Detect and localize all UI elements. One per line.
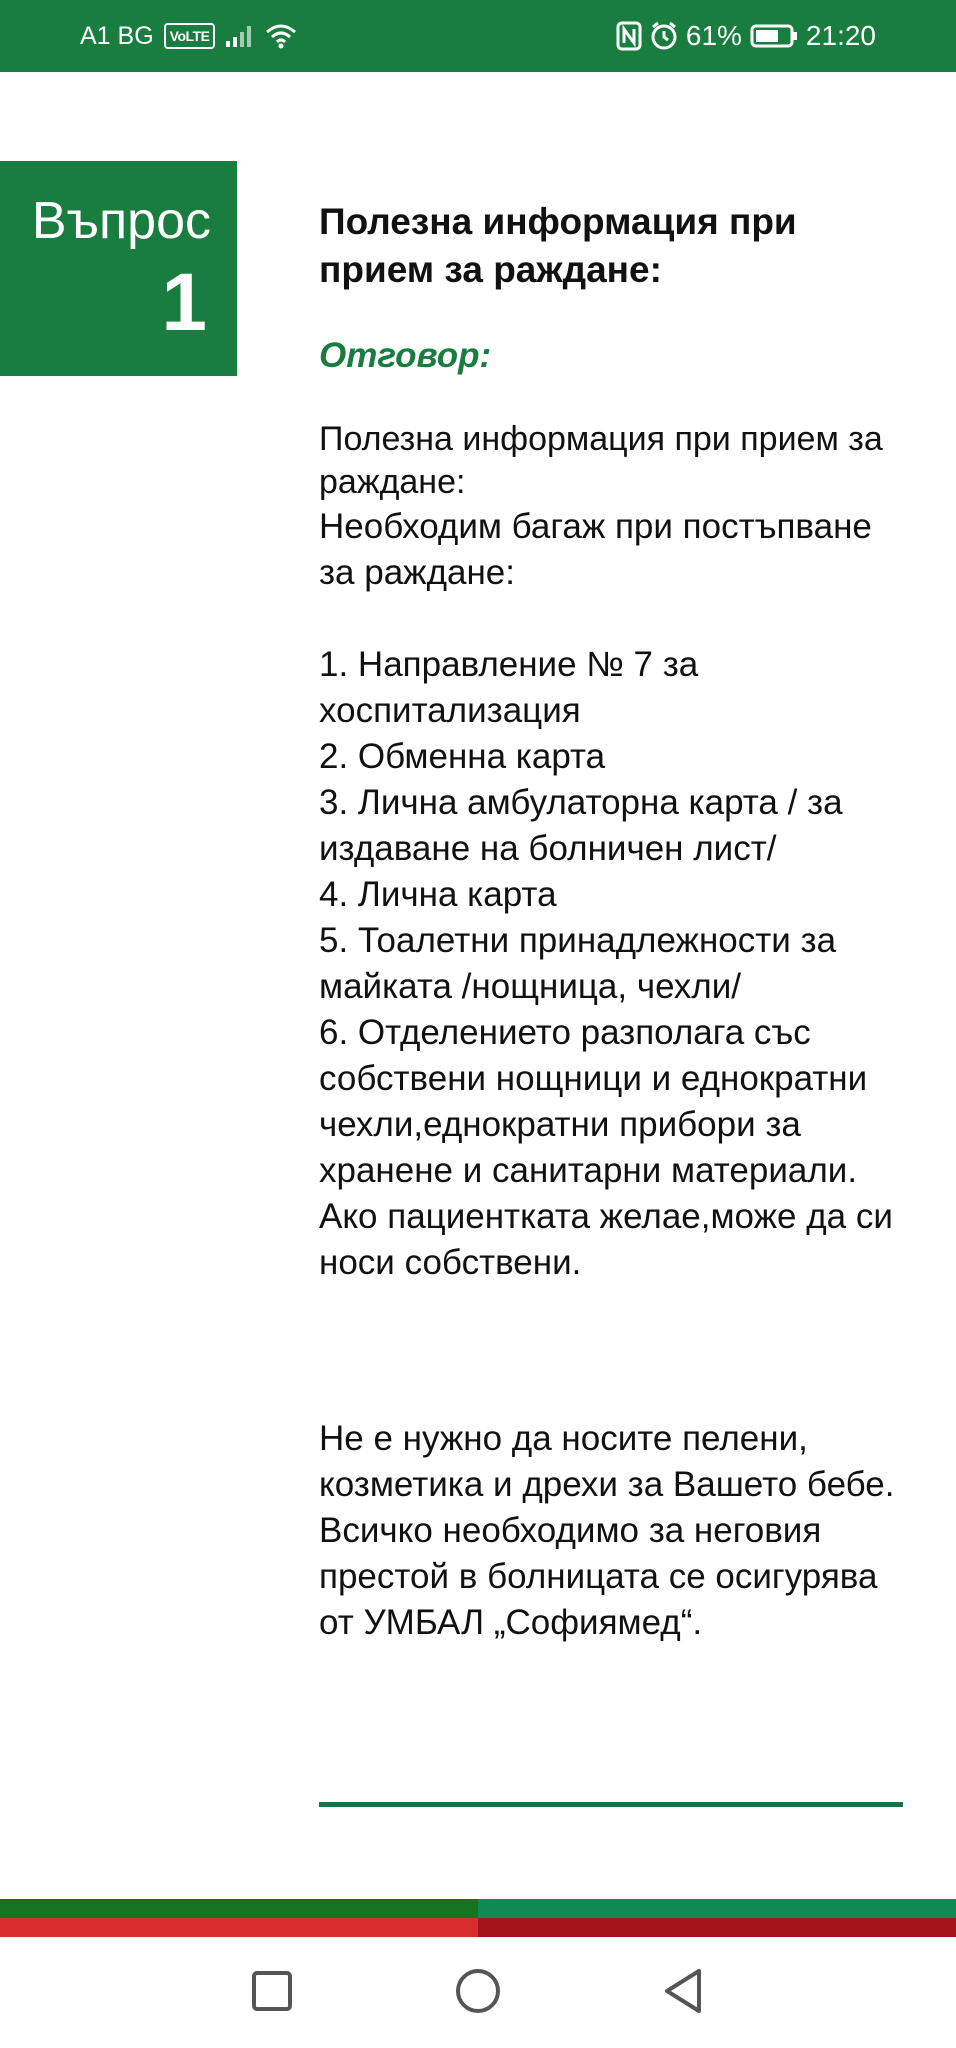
question-number: 1 <box>161 257 207 348</box>
question-badge <box>0 161 237 376</box>
wifi-icon <box>265 23 297 49</box>
answer-label: Отговор: <box>319 336 492 375</box>
home-icon <box>454 1967 502 2020</box>
nfc-icon <box>616 21 642 51</box>
volte-badge: VoLTE <box>164 23 216 49</box>
flag-stripe <box>0 1899 956 1937</box>
battery-percent: 61% <box>685 20 742 51</box>
status-bar <box>0 0 956 72</box>
status-right <box>616 20 876 52</box>
question-word: Въпрос <box>31 192 211 250</box>
signal-icon <box>225 24 255 48</box>
clock: 21:20 <box>805 20 876 51</box>
alarm-icon <box>650 21 678 51</box>
content-divider <box>319 1802 903 1807</box>
flag-red-right <box>478 1918 956 1937</box>
flag-green-left <box>0 1899 478 1918</box>
home-button[interactable] <box>446 1961 510 2025</box>
recent-apps-icon <box>250 1969 294 2018</box>
battery-icon <box>750 23 798 49</box>
answer-body: Необходим багаж при постъпване за раждане: 1. Направление № 7 за хоспитализация 2. Обменна карта 3. Лична амбулаторна карта / за издаване на болничен лист/ 4. Лична карта 5. Тоалетни принадлежности за майката /нощница, чехли/ 6. Отделението разполага със собствени нощници и еднократни чехли,еднократни прибори за хранене и санитарни материали. Ако пациентката желае,може да си носи собствени. <box>319 507 893 1282</box>
flag-green-right <box>478 1899 956 1918</box>
back-icon <box>661 1967 707 2020</box>
back-button[interactable] <box>652 1961 716 2025</box>
answer-closing: Не е нужно да носите пелени, козметика и дрехи за Вашето бебе. Всичко необходимо за неговия престой в болницата се осигурява от УМБАЛ „Софиямед“. <box>319 1419 895 1642</box>
carrier-label: A1 BG <box>80 21 154 50</box>
system-nav-bar <box>0 1937 956 2048</box>
recent-apps-button[interactable] <box>240 1961 304 2025</box>
question-title: Полезна информация при прием за раждане: <box>319 201 797 290</box>
flag-red-left <box>0 1918 478 1937</box>
answer-intro: Полезна информация при прием за раждане: <box>319 420 883 501</box>
answer-content <box>319 198 909 1646</box>
status-left <box>80 20 297 52</box>
